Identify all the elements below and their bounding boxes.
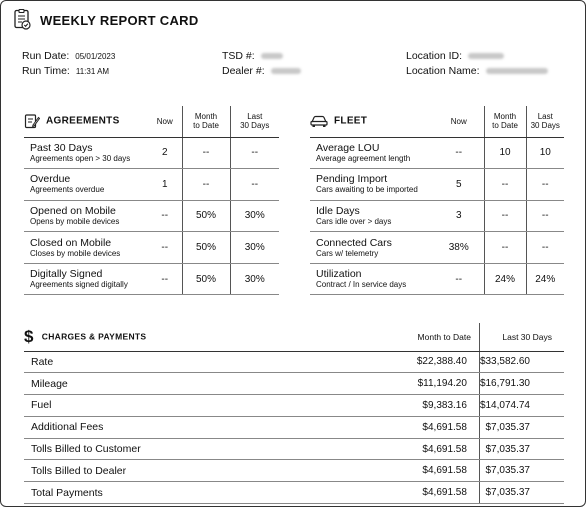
metric-description: Agreements overdue — [30, 185, 105, 195]
mtd-value: 50% — [182, 232, 230, 264]
table-row — [24, 351, 564, 373]
last30-value: 30% — [230, 200, 279, 232]
now-value: 2 — [148, 137, 182, 169]
now-value: -- — [148, 232, 182, 264]
agreements-title-text: AGREEMENTS — [46, 115, 120, 127]
charge-mtd-value: $4,691.58 — [368, 482, 479, 504]
location-id — [406, 50, 504, 62]
location-id-redacted — [468, 53, 504, 59]
charge-last30-value: $16,791.30 — [479, 373, 564, 395]
metric-label: Connected Cars — [316, 236, 392, 249]
table-row — [24, 200, 279, 232]
metric-cell — [24, 263, 148, 295]
metric-label: Overdue — [30, 173, 71, 186]
charge-mtd-value: $4,691.58 — [368, 460, 479, 482]
charge-last30-value: $7,035.37 — [479, 416, 564, 438]
mtd-value: -- — [182, 169, 230, 201]
run-date — [22, 50, 115, 62]
table-row — [310, 263, 564, 295]
charge-last30-value: $7,035.37 — [479, 482, 564, 504]
last30-value: 30% — [230, 263, 279, 295]
run-time-label: Run Time: — [22, 65, 70, 77]
table-row — [24, 395, 564, 417]
metric-description: Average agreement length — [316, 153, 411, 163]
charges-col-last30: Last 30 Days — [479, 323, 564, 351]
now-value: 1 — [148, 169, 182, 201]
last30-value: 24% — [526, 263, 564, 295]
now-value: -- — [148, 263, 182, 295]
fleet-title-text: FLEET — [334, 115, 368, 127]
run-time — [22, 65, 109, 77]
metric-cell — [310, 232, 434, 264]
last30-value: -- — [526, 200, 564, 232]
agreements-header-row — [24, 106, 279, 137]
metric-description: Cars idle over > days — [316, 216, 392, 226]
run-time-value: 11:31 AM — [75, 66, 110, 76]
mtd-value: -- — [484, 232, 526, 264]
now-value: 38% — [434, 232, 484, 264]
now-value: 3 — [434, 200, 484, 232]
last30-value: -- — [230, 137, 279, 169]
charge-label: Mileage — [24, 373, 368, 395]
agreements-title — [24, 106, 148, 137]
charge-label: Tolls Billed to Customer — [24, 438, 368, 460]
metric-description: Agreements signed digitally — [30, 280, 128, 290]
agreements-col-last30: Last 30 Days — [230, 106, 279, 137]
metric-cell — [310, 137, 434, 169]
fleet-table — [310, 106, 564, 295]
report-header — [12, 8, 199, 32]
fleet-col-mtd: Month to Date — [484, 106, 526, 137]
charges-title-text: CHARGES & PAYMENTS — [41, 331, 147, 341]
table-row — [24, 232, 279, 264]
car-icon — [310, 114, 328, 128]
metric-cell — [310, 169, 434, 201]
table-row — [24, 263, 279, 295]
tsd-label: TSD #: — [222, 50, 255, 62]
mtd-value: -- — [484, 169, 526, 201]
table-row — [24, 416, 564, 438]
now-value: -- — [434, 137, 484, 169]
charge-label: Additional Fees — [24, 416, 368, 438]
report-card-icon — [12, 9, 32, 31]
tsd-number — [222, 50, 283, 62]
metric-description: Opens by mobile devices — [30, 216, 120, 226]
metric-cell — [24, 232, 148, 264]
last30-value: 30% — [230, 232, 279, 264]
mtd-value: 50% — [182, 200, 230, 232]
charge-mtd-value: $4,691.58 — [368, 416, 479, 438]
last30-value: 10 — [526, 137, 564, 169]
fleet-col-now: Now — [434, 106, 484, 137]
mtd-value: -- — [182, 137, 230, 169]
table-row — [24, 373, 564, 395]
charges-title — [24, 323, 368, 351]
table-row — [24, 482, 564, 504]
fleet-title — [310, 106, 434, 137]
charge-mtd-value: $11,194.20 — [368, 373, 479, 395]
run-date-value: 05/01/2023 — [75, 51, 116, 61]
metric-label: Average LOU — [316, 141, 380, 154]
table-row — [24, 137, 279, 169]
dealer-number — [222, 65, 301, 77]
metric-label: Utilization — [316, 268, 362, 281]
agreements-table — [24, 106, 279, 295]
metric-cell — [24, 169, 148, 201]
charge-last30-value: $33,582.60 — [479, 351, 564, 373]
metric-label: Closed on Mobile — [30, 236, 112, 249]
table-row — [310, 232, 564, 264]
table-row — [24, 460, 564, 482]
metric-description: Agreements open > 30 days — [30, 153, 131, 163]
charges-table — [24, 323, 564, 504]
run-date-label: Run Date: — [22, 50, 70, 62]
charge-label: Tolls Billed to Dealer — [24, 460, 368, 482]
metric-cell — [310, 263, 434, 295]
last30-value: -- — [526, 169, 564, 201]
metric-label: Past 30 Days — [30, 141, 93, 154]
charge-label: Rate — [24, 351, 368, 373]
now-value: -- — [434, 263, 484, 295]
table-row — [310, 169, 564, 201]
charge-mtd-value: $4,691.58 — [368, 438, 479, 460]
mtd-value: 24% — [484, 263, 526, 295]
mtd-value: 50% — [182, 263, 230, 295]
table-row — [310, 137, 564, 169]
tsd-redacted — [261, 53, 283, 59]
now-value: -- — [148, 200, 182, 232]
charges-col-mtd: Month to Date — [368, 323, 479, 351]
page-title: WEEKLY REPORT CARD — [40, 12, 199, 28]
table-row — [310, 200, 564, 232]
charge-last30-value: $7,035.37 — [479, 460, 564, 482]
table-row — [24, 169, 279, 201]
metric-description: Cars w/ telemetry — [316, 248, 379, 258]
metric-description: Cars awaiting to be imported — [316, 185, 418, 195]
metric-label: Pending Import — [316, 173, 388, 186]
dollar-icon: $ — [24, 326, 34, 346]
metric-cell — [24, 137, 148, 169]
charge-mtd-value: $22,388.40 — [368, 351, 479, 373]
charge-label: Total Payments — [24, 482, 368, 504]
document-edit-icon — [24, 113, 40, 129]
metric-description: Contract / In service days — [316, 280, 407, 290]
dealer-redacted — [271, 68, 301, 74]
metric-label: Idle Days — [316, 204, 360, 217]
metric-label: Opened on Mobile — [30, 204, 116, 217]
location-id-label: Location ID: — [406, 50, 463, 62]
mtd-value: 10 — [484, 137, 526, 169]
charge-last30-value: $14,074.74 — [479, 395, 564, 417]
metric-cell — [24, 200, 148, 232]
charge-label: Fuel — [24, 395, 368, 417]
dealer-label: Dealer #: — [222, 65, 265, 77]
fleet-header-row — [310, 106, 564, 137]
charges-header-row — [24, 323, 564, 351]
agreements-col-now: Now — [148, 106, 182, 137]
fleet-col-last30: Last 30 Days — [526, 106, 564, 137]
last30-value: -- — [230, 169, 279, 201]
charge-last30-value: $7,035.37 — [479, 438, 564, 460]
table-row — [24, 438, 564, 460]
now-value: 5 — [434, 169, 484, 201]
location-name — [406, 65, 548, 77]
metric-label: Digitally Signed — [30, 268, 103, 281]
location-name-redacted — [486, 68, 548, 74]
agreements-col-mtd: Month to Date — [182, 106, 230, 137]
location-name-label: Location Name: — [406, 65, 480, 77]
mtd-value: -- — [484, 200, 526, 232]
metric-cell — [310, 200, 434, 232]
charge-mtd-value: $9,383.16 — [368, 395, 479, 417]
metric-description: Closes by mobile devices — [30, 248, 121, 258]
last30-value: -- — [526, 232, 564, 264]
